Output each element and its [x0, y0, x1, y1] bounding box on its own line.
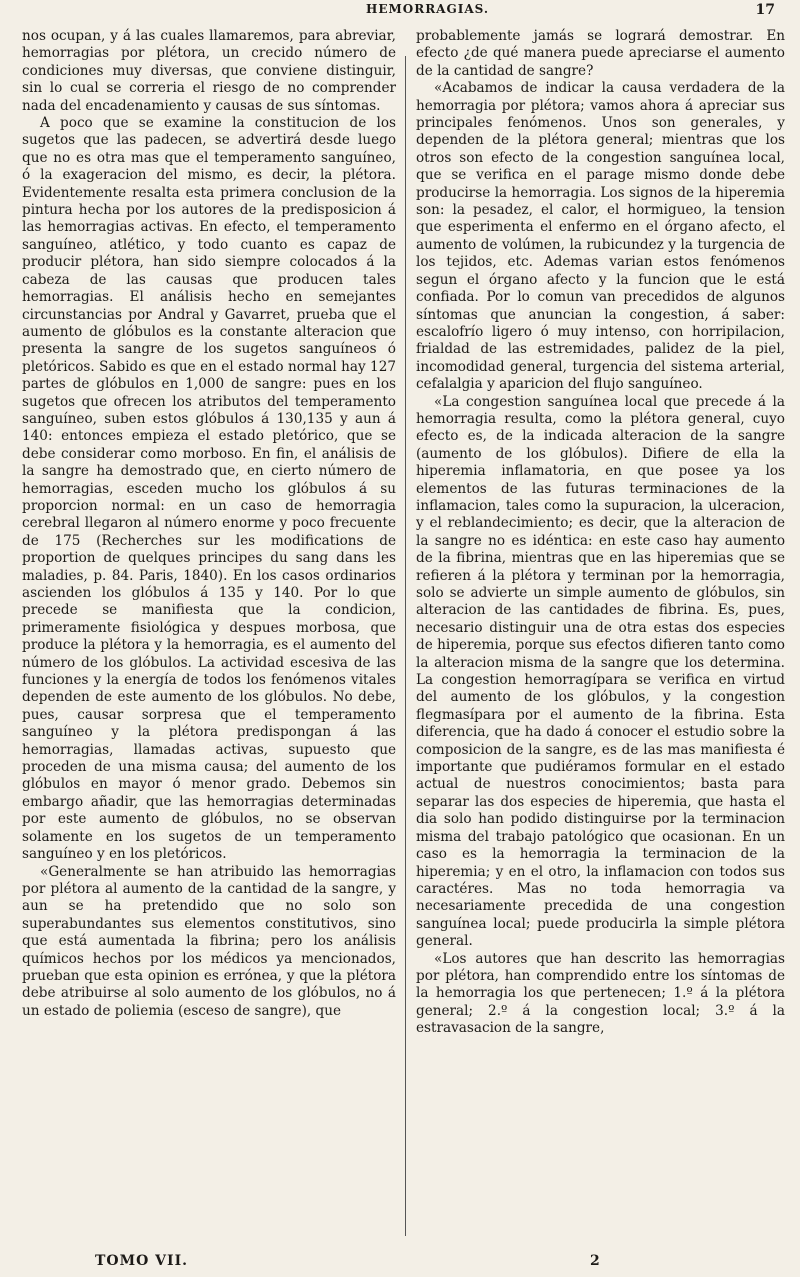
left-paragraph-1: nos ocupan, y á las cuales llamaremos, para abreviar, hemorragias por plétora, un crecido número de condiciones muy diversas, que conviene distinguir, sin lo cual se correria el riesgo de no comprender nada del encadenamiento y causas de sus síntomas. [22, 28, 396, 114]
running-title: HEMORRAGIAS. [366, 2, 490, 16]
left-column [22, 28, 396, 1020]
page-header [0, 2, 800, 20]
right-column [416, 28, 785, 1038]
page-number: 17 [755, 2, 775, 18]
volume-mark: TOMO VII. [95, 1253, 189, 1269]
right-paragraph-4: «Los autores que han descrito las hemorragias por plétora, han comprendido entre los síntomas de la hemorragia los que pertenecen; 1.º á la plétora general; 2.º á la congestion local; 3.º á la estravasacion de la sangre, [416, 950, 785, 1037]
right-paragraph-1: probablemente jamás se logrará demostrar. En efecto ¿de qué manera puede apreciarse el aumento de la cantidad de sangre? [416, 28, 785, 79]
left-paragraph-2: A poco que se examine la constitucion de los sugetos que las padecen, se advertirá desde luego que no es otra mas que el temperamento sanguíneo, ó la exageracion del mismo, es decir, la plétora. Evidentemente resalta esta primera conclusion de la pintura hecha por los autores de la predisposicion á las hemorragias activas. En efecto, el temperamento sanguíneo, atlético, y todo cuanto es capaz de producir plétora, han sido siempre colocados á la cabeza de las causas que producen tales hemorragias. El análisis hecho en semejantes circunstancias por Andral y Gavarret, prueba que el aumento de glóbulos es la constante alteracion que presenta la sangre de los sugetos sanguíneos ó pletóricos. Sabido es que en el estado normal hay 127 partes de glóbulos en 1,000 de sangre: pues en los sugetos que ofrecen los atributos del temperamento sanguíneo, suben estos glóbulos á 130,135 y aun á 140: entonces empieza el estado pletórico, que se debe considerar como morboso. En fin, el análisis de la sangre ha demostrado que, en cierto número de hemorragias, esceden mucho los glóbulos á su proporcion normal: en un caso de hemorragia cerebral llegaron al número enorme y poco frecuente de 175 (Recherches sur les modifications de proportion de quelques principes du sang dans les maladies, p. 84. Paris, 1840). En los casos ordinarios ascienden los glóbulos á 135 y 140. Por lo que precede se manifiesta que la condicion, primeramente fisiológica y despues morbosa, que produce la plétora y la hemorragia, es el aumento del número de los glóbulos. La actividad escesiva de las funciones y la energía de todos los fenómenos vitales dependen de este aumento de los glóbulos. No debe, pues, causar sorpresa que el temperamento sanguíneo y la plétora predispongan á las hemorragias, llamadas activas, supuesto que proceden de una misma causa; del aumento de los glóbulos en mayor ó menor grado. Debemos sin embargo añadir, que las hemorragias determinadas por este aumento de glóbulos, no se observan solamente en los sugetos de un temperamento sanguíneo y en los pletóricos. [22, 115, 396, 863]
left-paragraph-3: «Generalmente se han atribuido las hemorragias por plétora al aumento de la cantidad de la sangre, y aun se ha pretendido que no solo son superabundantes sus elementos constitutivos, sino que está aumentada la fibrina; pero los análisis químicos hechos por los médicos ya mencionados, prueban que esta opinion es errónea, y que la plétora debe atribuirse al solo aumento de los glóbulos, no á un estado de poliemia (esceso de sangre), que [22, 863, 396, 1019]
signature-mark: 2 [590, 1253, 600, 1269]
right-paragraph-2: «Acabamos de indicar la causa verdadera de la hemorragia por plétora; vamos ahora á apreciar sus principales fenómenos. Unos son generales, y dependen de la plétora general; mientras que los otros son efecto de la congestion sanguínea local, que se verifica en el parage mismo donde debe producirse la hemorragia. Los signos de la hiperemia son: la pesadez, el calor, el hormigueo, la tension que esperimenta el enfermo en el órgano afecto, el aumento de volúmen, la rubicundez y la turgencia de los tejidos, etc. Ademas varian estos fenómenos segun el órgano afecto y la funcion que le está confiada. Por lo comun van precedidos de algunos síntomas que anuncian la congestion, á saber: escalofrío ligero ó muy intenso, con horripilacion, frialdad de las estremidades, palidez de la piel, incomodidad general, turgencia del sistema arterial, cefalalgia y aparicion del flujo sanguíneo. [416, 80, 785, 393]
right-paragraph-3: «La congestion sanguínea local que precede á la hemorragia resulta, como la plétora general, cuyo efecto es, de la indicada alteracion de la sangre (aumento de los glóbulos). Difiere de ella la hiperemia inflamatoria, en que posee ya los elementos de las futuras terminaciones de la inflamacion, tales como la supuracion, la ulceracion, y el reblandecimiento; es decir, que la alteracion de la sangre no es idéntica: en este caso hay aumento de la fibrina, mientras que en las hiperemias que se refieren á la plétora y terminan por la hemorragia, solo se advierte un simple aumento de glóbulos, sin alteracion de las cantidades de fibrina. Es, pues, necesario distinguir una de otra estas dos especies de hiperemia, porque sus efectos difieren tanto como la alteracion misma de la sangre que los determina. La congestion hemorragípara se verifica en virtud del aumento de los glóbulos, y la congestion flegmasípara por el aumento de la fibrina. Esta diferencia, que ha dado á conocer el estudio sobre la composicion de la sangre, es de las mas manifiesta é importante que pudiéramos formular en el estado actual de nuestros conocimientos; basta para separar las dos especies de hiperemia, que hasta el dia solo han podido distinguirse por la terminacion misma del trabajo patológico que ocasionan. En un caso es la hemorragia la terminacion de la hiperemia; y en el otro, la inflamacion con todos sus caractéres. Mas no toda hemorragia va necesariamente precedida de una congestion sanguínea local; puede producirla la simple plétora general. [416, 393, 785, 950]
column-divider [405, 56, 406, 1236]
page-footer [0, 1253, 800, 1273]
